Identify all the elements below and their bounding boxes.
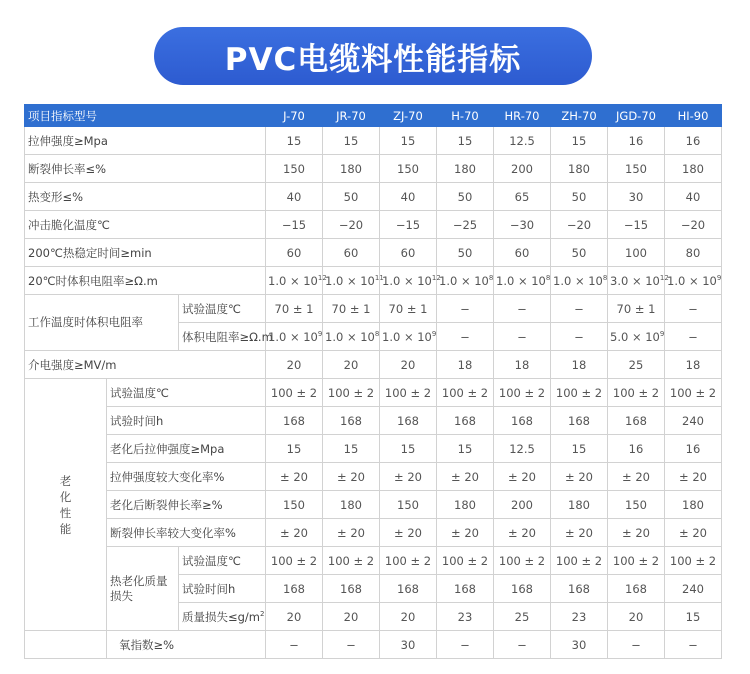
value-cell: 100 ± 2: [380, 547, 437, 575]
value-cell: 100 ± 2: [266, 379, 323, 407]
value-cell: 70 ± 1: [323, 295, 380, 323]
value-cell: [494, 323, 551, 351]
value-cell: 18: [665, 351, 722, 379]
value-cell: 15: [665, 603, 722, 631]
row-label: 试验温度℃: [107, 379, 266, 407]
grade-header: ZH-70: [551, 105, 608, 127]
value-cell: 168: [437, 407, 494, 435]
value-cell: [380, 323, 437, 351]
table-row: [25, 491, 722, 519]
value-cell: 20: [323, 603, 380, 631]
value-cell: −: [551, 295, 608, 323]
value-mantissa: 5.0 × 10: [610, 329, 660, 344]
value-exponent: 8: [374, 329, 380, 338]
value-cell: 65: [494, 183, 551, 211]
row-label: 20℃时体积电阻率≥Ω.m: [25, 267, 266, 295]
table-row: [25, 519, 722, 547]
value-cell: 100 ± 2: [380, 379, 437, 407]
value-mantissa: 1.0 × 10: [325, 329, 375, 344]
value-cell: 60: [380, 239, 437, 267]
value-cell: 150: [380, 155, 437, 183]
row-label: 体积电阻率≥Ω.m: [179, 323, 266, 351]
value-cell: [665, 323, 722, 351]
value-cell: −: [437, 631, 494, 659]
grade-header: H-70: [437, 105, 494, 127]
value-cell: 40: [665, 183, 722, 211]
value-cell: −: [494, 631, 551, 659]
value-cell: 20: [608, 603, 665, 631]
value-cell: 150: [380, 491, 437, 519]
row-label: 热变形≤%: [25, 183, 266, 211]
row-label: 氧指数≥%: [107, 631, 266, 659]
value-cell: 100 ± 2: [437, 379, 494, 407]
value-cell: [323, 267, 384, 295]
value-cell: 100 ± 2: [608, 547, 665, 575]
value-cell: −: [665, 295, 722, 323]
value-cell: 15: [380, 127, 437, 155]
value-exponent: 12: [431, 273, 441, 282]
value-mantissa: −: [517, 329, 527, 344]
row-label: [179, 603, 266, 631]
value-mantissa: 1.0 × 10: [553, 273, 603, 288]
value-mantissa: 3.0 × 10: [610, 273, 660, 288]
value-cell: 150: [608, 155, 665, 183]
header-label: 项目指标型号: [25, 105, 266, 127]
table-row: [25, 351, 722, 379]
grade-header: HR-70: [494, 105, 551, 127]
value-cell: 15: [551, 127, 608, 155]
value-cell: −: [494, 295, 551, 323]
value-cell: 50: [551, 183, 608, 211]
value-cell: ± 20: [665, 519, 722, 547]
value-cell: 180: [323, 155, 380, 183]
value-cell: 15: [551, 435, 608, 463]
value-cell: ± 20: [380, 519, 437, 547]
value-cell: 50: [437, 239, 494, 267]
value-exponent: 9: [431, 329, 437, 338]
value-cell: 180: [551, 155, 608, 183]
row-label: 断裂伸长率≤%: [25, 155, 266, 183]
value-mantissa: 1.0 × 10: [496, 273, 546, 288]
row-label: 介电强度≥MV/m: [25, 351, 266, 379]
value-cell: 168: [437, 575, 494, 603]
value-cell: 100 ± 2: [437, 547, 494, 575]
table-row: [25, 155, 722, 183]
row-label: 老化后断裂伸长率≥%: [107, 491, 266, 519]
value-mantissa: 1.0 × 10: [667, 273, 717, 288]
value-cell: 100 ± 2: [608, 379, 665, 407]
value-cell: 100 ± 2: [494, 547, 551, 575]
value-mantissa: −: [460, 329, 470, 344]
value-cell: −20: [323, 211, 380, 239]
value-cell: 15: [323, 127, 380, 155]
row-label-text: 质量损失≤g/m: [182, 609, 261, 624]
value-cell: 20: [266, 351, 323, 379]
value-cell: 100 ± 2: [266, 547, 323, 575]
value-cell: [437, 323, 494, 351]
value-cell: 50: [323, 183, 380, 211]
table-row: [25, 127, 722, 155]
value-exponent: 11: [374, 273, 384, 282]
value-cell: 168: [494, 575, 551, 603]
value-cell: 100 ± 2: [665, 547, 722, 575]
value-cell: −20: [551, 211, 608, 239]
value-cell: 15: [266, 127, 323, 155]
value-cell: 168: [380, 407, 437, 435]
value-cell: 70 ± 1: [380, 295, 437, 323]
value-cell: ± 20: [437, 463, 494, 491]
value-cell: 20: [380, 603, 437, 631]
value-cell: 18: [494, 351, 551, 379]
value-cell: 18: [551, 351, 608, 379]
value-cell: [608, 323, 665, 351]
value-cell: 180: [665, 491, 722, 519]
value-cell: 168: [551, 575, 608, 603]
vertical-text: 老化性能: [59, 473, 72, 536]
row-label: 试验时间h: [179, 575, 266, 603]
value-cell: 100 ± 2: [323, 547, 380, 575]
value-cell: ± 20: [494, 463, 551, 491]
value-cell: 168: [494, 407, 551, 435]
value-cell: 100 ± 2: [494, 379, 551, 407]
value-cell: 180: [665, 155, 722, 183]
value-cell: [551, 323, 608, 351]
value-cell: ± 20: [266, 463, 323, 491]
grade-header: HI-90: [665, 105, 722, 127]
value-exponent: 9: [716, 273, 722, 282]
value-cell: 100 ± 2: [551, 379, 608, 407]
aging-group-label: [25, 379, 107, 631]
value-cell: −: [665, 631, 722, 659]
value-cell: 30: [551, 631, 608, 659]
value-cell: 16: [608, 435, 665, 463]
value-cell: 168: [266, 575, 323, 603]
value-cell: 25: [608, 351, 665, 379]
row-label-sup: 2: [260, 609, 265, 618]
value-mantissa: 1.0 × 10: [268, 329, 318, 344]
value-cell: 20: [323, 351, 380, 379]
value-cell: 150: [608, 491, 665, 519]
value-cell: 70 ± 1: [266, 295, 323, 323]
value-cell: [266, 267, 327, 295]
value-cell: 100: [608, 239, 665, 267]
value-exponent: 8: [602, 273, 608, 282]
value-mantissa: 1.0 × 10: [382, 329, 432, 344]
title-banner: [154, 27, 592, 85]
value-cell: 60: [323, 239, 380, 267]
group-label: 工作温度时体积电阻率: [25, 295, 179, 351]
value-cell: ± 20: [380, 463, 437, 491]
value-mantissa: 1.0 × 10: [325, 273, 375, 288]
page-title: PVC电缆料性能指标: [224, 41, 522, 78]
empty-cell: [25, 631, 107, 659]
value-cell: 80: [665, 239, 722, 267]
value-cell: ± 20: [665, 463, 722, 491]
value-cell: [380, 267, 441, 295]
value-cell: [551, 267, 608, 295]
value-cell: 168: [323, 407, 380, 435]
group-label: 热老化质量损失: [107, 547, 179, 631]
value-cell: −20: [665, 211, 722, 239]
value-cell: 60: [494, 239, 551, 267]
table-row: [25, 547, 722, 575]
value-cell: 50: [437, 183, 494, 211]
value-cell: 16: [665, 127, 722, 155]
value-cell: −30: [494, 211, 551, 239]
value-cell: 168: [380, 575, 437, 603]
value-exponent: 12: [317, 273, 327, 282]
value-exponent: 8: [488, 273, 494, 282]
row-label: 试验时间h: [107, 407, 266, 435]
value-cell: 240: [665, 575, 722, 603]
value-cell: −: [266, 631, 323, 659]
value-cell: 15: [266, 435, 323, 463]
value-cell: −25: [437, 211, 494, 239]
row-label: 断裂伸长率较大变化率%: [107, 519, 266, 547]
value-cell: 70 ± 1: [608, 295, 665, 323]
value-cell: 15: [323, 435, 380, 463]
value-cell: −: [437, 295, 494, 323]
value-cell: 40: [266, 183, 323, 211]
value-cell: ± 20: [608, 519, 665, 547]
value-cell: 100 ± 2: [551, 547, 608, 575]
value-cell: 30: [380, 631, 437, 659]
grade-header: ZJ-70: [380, 105, 437, 127]
value-mantissa: 1.0 × 10: [439, 273, 489, 288]
grade-header: J-70: [266, 105, 323, 127]
value-cell: [323, 323, 380, 351]
table-row: [25, 239, 722, 267]
table-row: [25, 435, 722, 463]
value-cell: −15: [266, 211, 323, 239]
value-cell: 168: [608, 575, 665, 603]
value-cell: −15: [608, 211, 665, 239]
value-cell: 150: [266, 491, 323, 519]
value-cell: 168: [551, 407, 608, 435]
value-cell: −15: [380, 211, 437, 239]
value-cell: 23: [551, 603, 608, 631]
value-cell: 100 ± 2: [323, 379, 380, 407]
row-label: 冲击脆化温度℃: [25, 211, 266, 239]
value-cell: 168: [266, 407, 323, 435]
value-cell: 180: [437, 491, 494, 519]
value-mantissa: −: [688, 329, 698, 344]
value-exponent: 8: [545, 273, 551, 282]
value-cell: ± 20: [608, 463, 665, 491]
spec-table: [24, 104, 722, 659]
value-cell: ± 20: [551, 519, 608, 547]
grade-header: JGD-70: [608, 105, 665, 127]
value-cell: 168: [608, 407, 665, 435]
value-cell: [608, 267, 669, 295]
row-label: 老化后拉伸强度≥Mpa: [107, 435, 266, 463]
value-cell: ± 20: [437, 519, 494, 547]
value-cell: 200: [494, 491, 551, 519]
table-row: [25, 631, 722, 659]
value-cell: 20: [266, 603, 323, 631]
value-cell: 25: [494, 603, 551, 631]
table-row: [25, 295, 722, 323]
value-cell: −: [608, 631, 665, 659]
value-cell: 16: [665, 435, 722, 463]
value-cell: 150: [266, 155, 323, 183]
table-row: [25, 463, 722, 491]
value-mantissa: 1.0 × 10: [268, 273, 318, 288]
value-cell: [494, 267, 551, 295]
value-exponent: 9: [659, 329, 665, 338]
value-exponent: 9: [317, 329, 323, 338]
value-cell: 15: [437, 435, 494, 463]
value-cell: 40: [380, 183, 437, 211]
value-cell: 15: [437, 127, 494, 155]
value-cell: 12.5: [494, 127, 551, 155]
value-cell: 180: [437, 155, 494, 183]
value-cell: 200: [494, 155, 551, 183]
value-cell: [437, 267, 494, 295]
table-row: [25, 407, 722, 435]
value-cell: 20: [380, 351, 437, 379]
value-cell: [665, 267, 722, 295]
value-cell: ± 20: [494, 519, 551, 547]
grade-header: JR-70: [323, 105, 380, 127]
row-label: 拉伸强度≥Mpa: [25, 127, 266, 155]
table-row: [25, 211, 722, 239]
table-row: [25, 267, 722, 295]
value-cell: 180: [323, 491, 380, 519]
value-cell: ± 20: [323, 519, 380, 547]
value-cell: 100 ± 2: [665, 379, 722, 407]
row-label: 拉伸强度较大变化率%: [107, 463, 266, 491]
table-row: [25, 379, 722, 407]
table-header-row: [25, 105, 722, 127]
value-cell: ± 20: [266, 519, 323, 547]
value-cell: ± 20: [323, 463, 380, 491]
value-cell: 30: [608, 183, 665, 211]
value-exponent: 12: [659, 273, 669, 282]
value-cell: ± 20: [551, 463, 608, 491]
row-label: 试验温度℃: [179, 295, 266, 323]
value-cell: 15: [380, 435, 437, 463]
value-cell: 18: [437, 351, 494, 379]
value-cell: −: [323, 631, 380, 659]
value-cell: 180: [551, 491, 608, 519]
value-cell: 23: [437, 603, 494, 631]
value-cell: 16: [608, 127, 665, 155]
value-cell: [266, 323, 323, 351]
table-row: [25, 183, 722, 211]
value-mantissa: 1.0 × 10: [382, 273, 432, 288]
value-cell: 12.5: [494, 435, 551, 463]
row-label: 200℃热稳定时间≥min: [25, 239, 266, 267]
row-label: 试验温度℃: [179, 547, 266, 575]
value-mantissa: −: [574, 329, 584, 344]
value-cell: 50: [551, 239, 608, 267]
value-cell: 60: [266, 239, 323, 267]
value-cell: 240: [665, 407, 722, 435]
value-cell: 168: [323, 575, 380, 603]
